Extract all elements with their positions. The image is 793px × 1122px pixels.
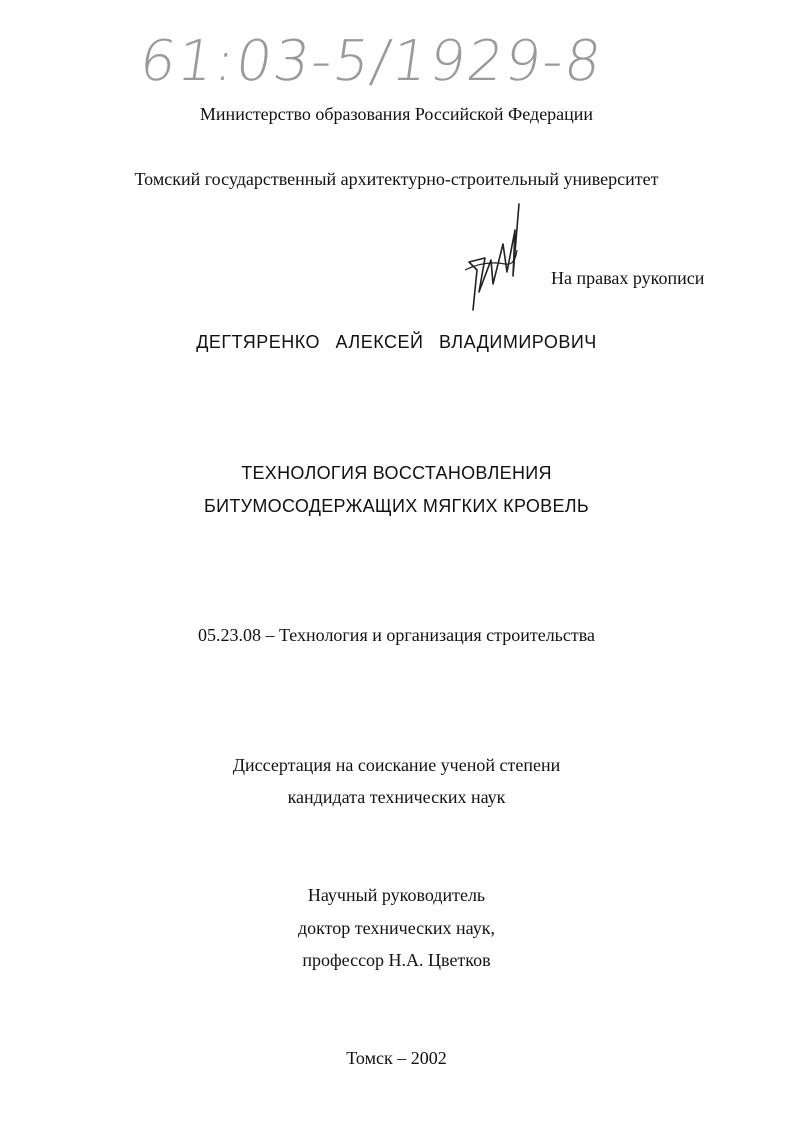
city-year: Томск – 2002 xyxy=(346,1048,447,1068)
dissertation-line-1: Диссертация на соискание ученой степени xyxy=(232,755,561,775)
supervisor-degree: доктор технических наук, xyxy=(298,918,495,938)
title-line-1: ТЕХНОЛОГИЯ ВОССТАНОВЛЕНИЯ xyxy=(241,463,552,483)
supervisor-label: Научный руководитель xyxy=(307,885,486,905)
title-line-2: БИТУМОСОДЕРЖАЩИХ МЯГКИХ КРОВЕЛЬ xyxy=(203,496,590,516)
ministry-line: Министерство образования Российской Федерации xyxy=(199,104,594,124)
dissertation-line-2: кандидата технических наук xyxy=(287,787,506,807)
specialty-line: 05.23.08 – Технология и организация строительства xyxy=(197,625,595,645)
archive-stamp: 61:03-5/1929-8 xyxy=(135,29,608,94)
handwritten-signature xyxy=(455,200,535,320)
supervisor-name: профессор Н.А. Цветков xyxy=(302,950,491,970)
university-line: Томский государственный архитектурно-строительный университет xyxy=(134,169,659,189)
author-name: ДЕГТЯРЕНКО АЛЕКСЕЙ ВЛАДИМИРОВИЧ xyxy=(196,332,597,352)
rights-note: На правах рукописи xyxy=(551,268,705,288)
